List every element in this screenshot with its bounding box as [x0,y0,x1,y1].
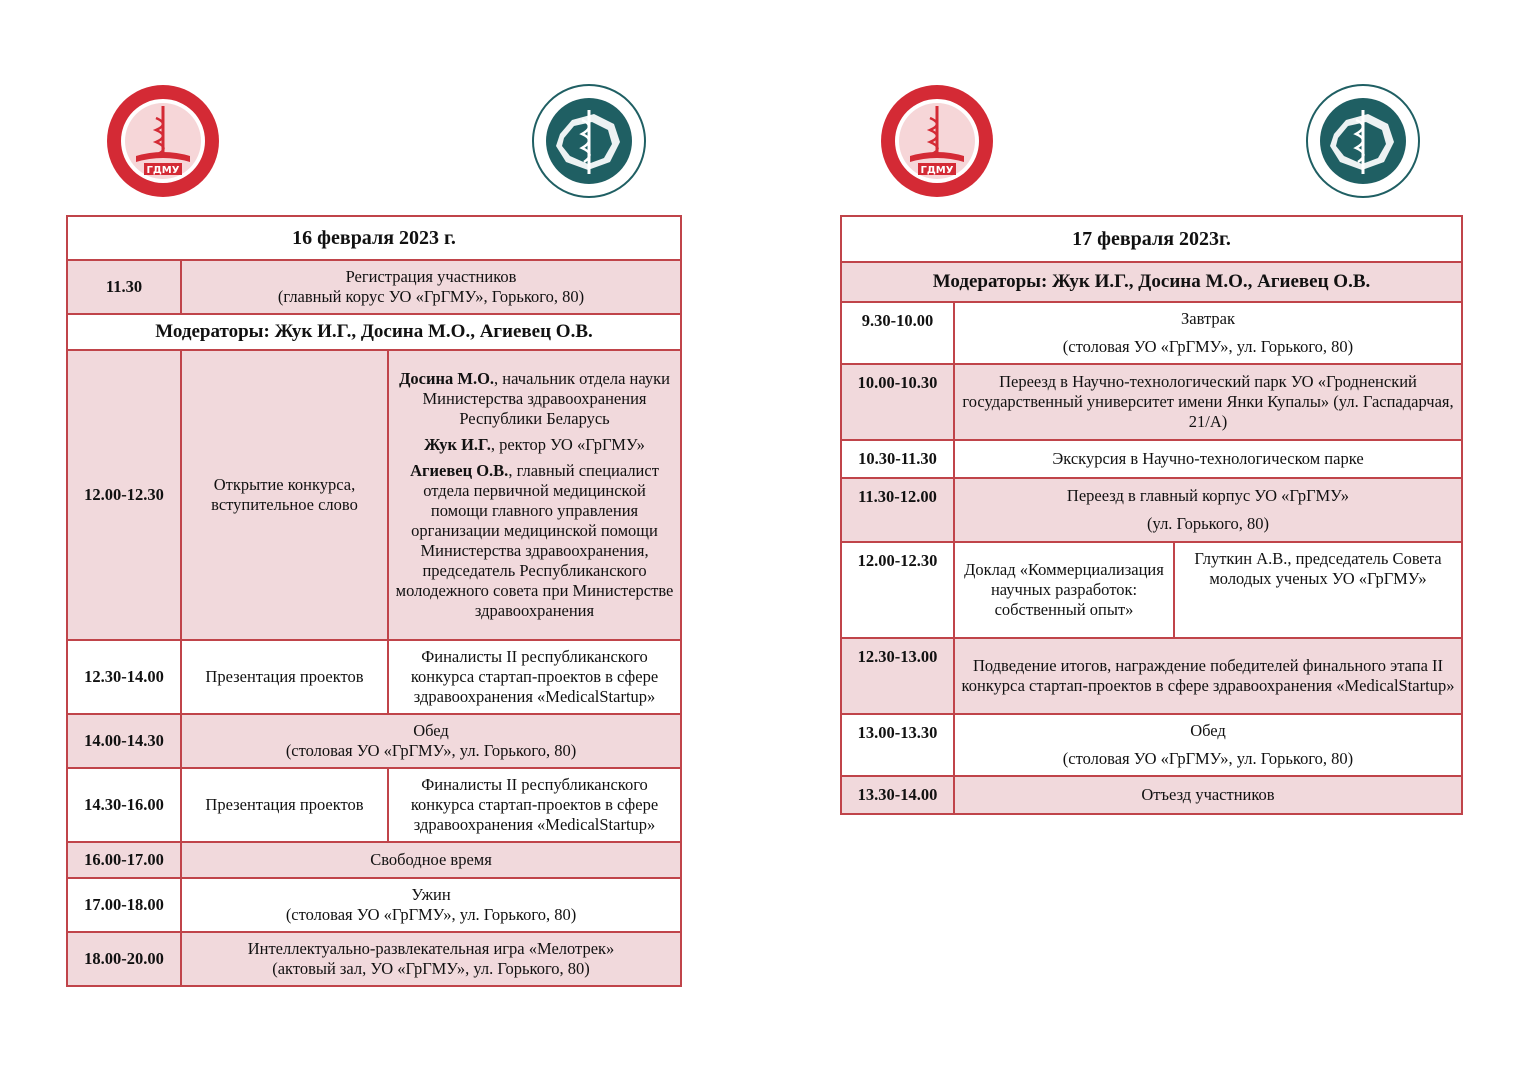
moderators-text: Модераторы: Жук И.Г., Досина М.О., Агиевец О.В. [67,314,681,350]
time-cell: 10.30-11.30 [841,440,954,478]
event-cell: Подведение итогов, награждение победителей финального этапа II конкурса стартап-проектов в сфере здравоохранения «MedicalStartup» [954,638,1462,714]
speaker-entry [395,435,674,455]
moderators-text: Модераторы: Жук И.Г., Досина М.О., Агиевец О.В. [841,262,1462,302]
date-heading: 16 февраля 2023 г. [67,216,681,260]
time-cell: 11.30 [67,260,181,314]
time-cell: 14.30-16.00 [67,768,181,842]
event-cell [954,302,1462,364]
time-cell: 9.30-10.00 [841,302,954,364]
event-place: (столовая УО «ГрГМУ», ул. Горького, 80) [285,905,577,924]
table-row [67,878,681,932]
table-row [841,714,1462,776]
moderators-row [67,314,681,350]
table-row [841,478,1462,542]
table-row [67,350,681,640]
table-row [67,640,681,714]
schedule-table-day-2 [840,215,1463,815]
time-cell: 18.00-20.00 [67,932,181,986]
time-cell: 12.30-13.00 [841,638,954,714]
table-row [67,842,681,878]
youth-council-logo [532,84,646,198]
event-place: (столовая УО «ГрГМУ», ул. Горького, 80) [285,741,577,760]
event-title: Завтрак [1181,309,1235,328]
table-row [841,638,1462,714]
speaker-role: , главный специалист отдела первичной медицинской помощи главного управления организации медицинской помощи Министерства здравоохранения, председатель Республиканского молодежного совета при Министерстве здравоохранения [395,461,674,620]
time-cell: 11.30-12.00 [841,478,954,542]
grgmu-logo [880,84,994,198]
event-title: Интеллектуально-развлекательная игра «Мелотрек» [247,939,615,958]
event-cell: Презентация проектов [181,768,388,842]
time-cell: 14.00-14.30 [67,714,181,768]
table-row [841,542,1462,638]
time-cell: 13.30-14.00 [841,776,954,814]
time-cell: 13.00-13.30 [841,714,954,776]
event-place: (ул. Горького, 80) [1147,514,1269,533]
date-row [841,216,1462,262]
event-cell: Доклад «Коммерциализация научных разработок: собственный опыт» [954,542,1174,638]
event-title: Обед [413,721,449,740]
time-cell: 12.00-12.30 [841,542,954,638]
event-cell: Свободное время [181,842,681,878]
event-cell: Презентация проектов [181,640,388,714]
grgmu-logo [106,84,220,198]
event-cell [954,478,1462,542]
participants-cell: Финалисты II республиканского конкурса стартап-проектов в сфере здравоохранения «MedicalStartup» [388,768,681,842]
event-cell: Отъезд участников [954,776,1462,814]
table-row [67,714,681,768]
speaker-cell: Глуткин А.В., председатель Совета молодых ученых УО «ГрГМУ» [1174,542,1462,638]
event-cell: Экскурсия в Научно-технологическом парке [954,440,1462,478]
participants-cell: Финалисты II республиканского конкурса стартап-проектов в сфере здравоохранения «MedicalStartup» [388,640,681,714]
speaker-name: Жук И.Г. [424,435,491,454]
event-place: (столовая УО «ГрГМУ», ул. Горького, 80) [1062,337,1354,356]
speaker-role: , начальник отдела науки Министерства здравоохранения Республики Беларусь [422,369,670,428]
event-place: (актовый зал, УО «ГрГМУ», ул. Горького, 80) [272,959,590,978]
time-cell: 10.00-10.30 [841,364,954,440]
table-row [67,932,681,986]
event-title: Ужин [411,885,451,904]
event-place: (столовая УО «ГрГМУ», ул. Горького, 80) [1062,749,1354,768]
event-cell [181,932,681,986]
event-cell: Открытие конкурса, вступительное слово [181,350,388,640]
youth-council-logo [1306,84,1420,198]
speaker-entry [395,461,674,621]
moderators-row [841,262,1462,302]
time-cell: 12.30-14.00 [67,640,181,714]
speaker-name: Агиевец О.В. [410,461,509,480]
event-cell: Переезд в Научно-технологический парк УО «Гродненский государственный университет имени Янки Купалы» (ул. Гаспадарчая, 21/А) [954,364,1462,440]
time-cell: 12.00-12.30 [67,350,181,640]
event-title: Обед [1190,721,1226,740]
speakers-cell [388,350,681,640]
table-row [841,302,1462,364]
date-row [67,216,681,260]
table-row [67,260,681,314]
event-title: Переезд в главный корпус УО «ГрГМУ» [1066,486,1350,505]
date-heading: 17 февраля 2023г. [841,216,1462,262]
table-row [841,440,1462,478]
event-place: (главный корус УО «ГрГМУ», Горького, 80) [277,287,585,306]
table-row [841,776,1462,814]
speaker-name: Досина М.О. [399,369,495,388]
event-cell [954,714,1462,776]
event-cell [181,260,681,314]
speaker-role: , ректор УО «ГрГМУ» [490,435,645,454]
table-row [67,768,681,842]
speaker-entry [395,369,674,429]
event-cell [181,878,681,932]
schedule-table-day-1 [66,215,682,987]
event-title: Регистрация участников [345,267,517,286]
event-cell [181,714,681,768]
time-cell: 17.00-18.00 [67,878,181,932]
grgmu-logo-text: ГДМУ [146,165,180,176]
time-cell: 16.00-17.00 [67,842,181,878]
grgmu-logo-text: ГДМУ [920,165,954,176]
table-row [841,364,1462,440]
